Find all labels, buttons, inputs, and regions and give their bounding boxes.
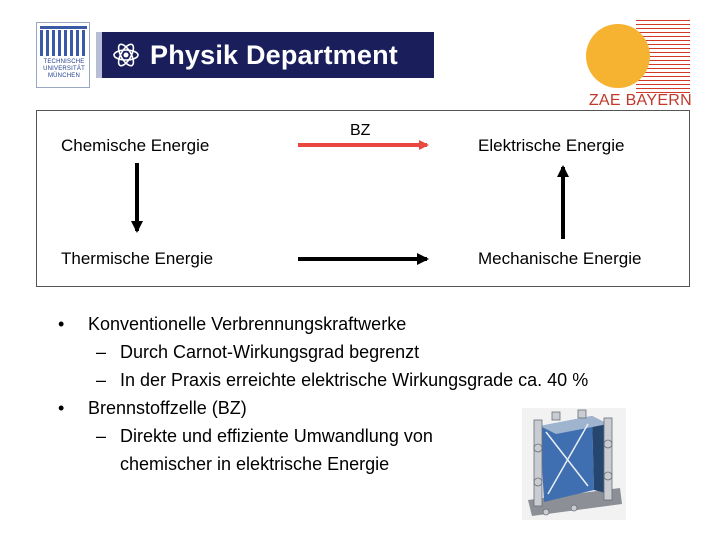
tum-logo-line-1: TECHNISCHE [43, 59, 85, 65]
bullet-dot: • [58, 398, 65, 418]
bullet-text: Konventionelle Verbrennungskraftwerke [88, 314, 407, 334]
sub-bullet-text: In der Praxis erreichte elektrische Wirkungsgrade ca. 40 % [120, 370, 589, 390]
tum-logo-line-3: MÜNCHEN [47, 73, 81, 79]
tum-logo [36, 22, 90, 88]
thermal-energy-label: Thermische Energie [61, 249, 214, 268]
fuel-cell-arrow-label: BZ [350, 122, 371, 139]
bullet-item [58, 310, 678, 338]
zae-logo [582, 20, 692, 112]
electrical-energy-label: Elektrische Energie [478, 136, 625, 155]
tum-logo-line-2: UNIVERSITÄT [43, 66, 85, 72]
department-title: Physik Department [150, 39, 398, 70]
sub-bullet-dash: – [96, 370, 107, 390]
sub-bullet-continuation: chemischer in elektrische Energie [120, 454, 390, 474]
fuel-cell-photo [522, 408, 626, 520]
sub-bullet-item [58, 338, 678, 366]
energy-conversion-diagram [36, 110, 690, 287]
mechanical-energy-label: Mechanische Energie [478, 249, 642, 268]
sub-bullet-item [58, 366, 678, 394]
tum-logo-mark [40, 26, 87, 56]
sub-bullet-dash: – [96, 426, 107, 446]
department-banner [96, 32, 434, 78]
atom-icon [112, 41, 140, 69]
sub-bullet-dash: – [96, 342, 107, 362]
sub-bullet-text: Durch Carnot-Wirkungsgrad begrenzt [120, 342, 420, 362]
chemical-energy-label: Chemische Energie [61, 136, 210, 155]
bullet-dot: • [58, 314, 65, 334]
sub-bullet-text: Direkte und effiziente Umwandlung von [120, 426, 433, 446]
zae-sun-icon [586, 24, 650, 88]
bullet-text: Brennstoffzelle (BZ) [88, 398, 247, 418]
zae-logo-text: ZAE BAYERN [588, 92, 692, 109]
